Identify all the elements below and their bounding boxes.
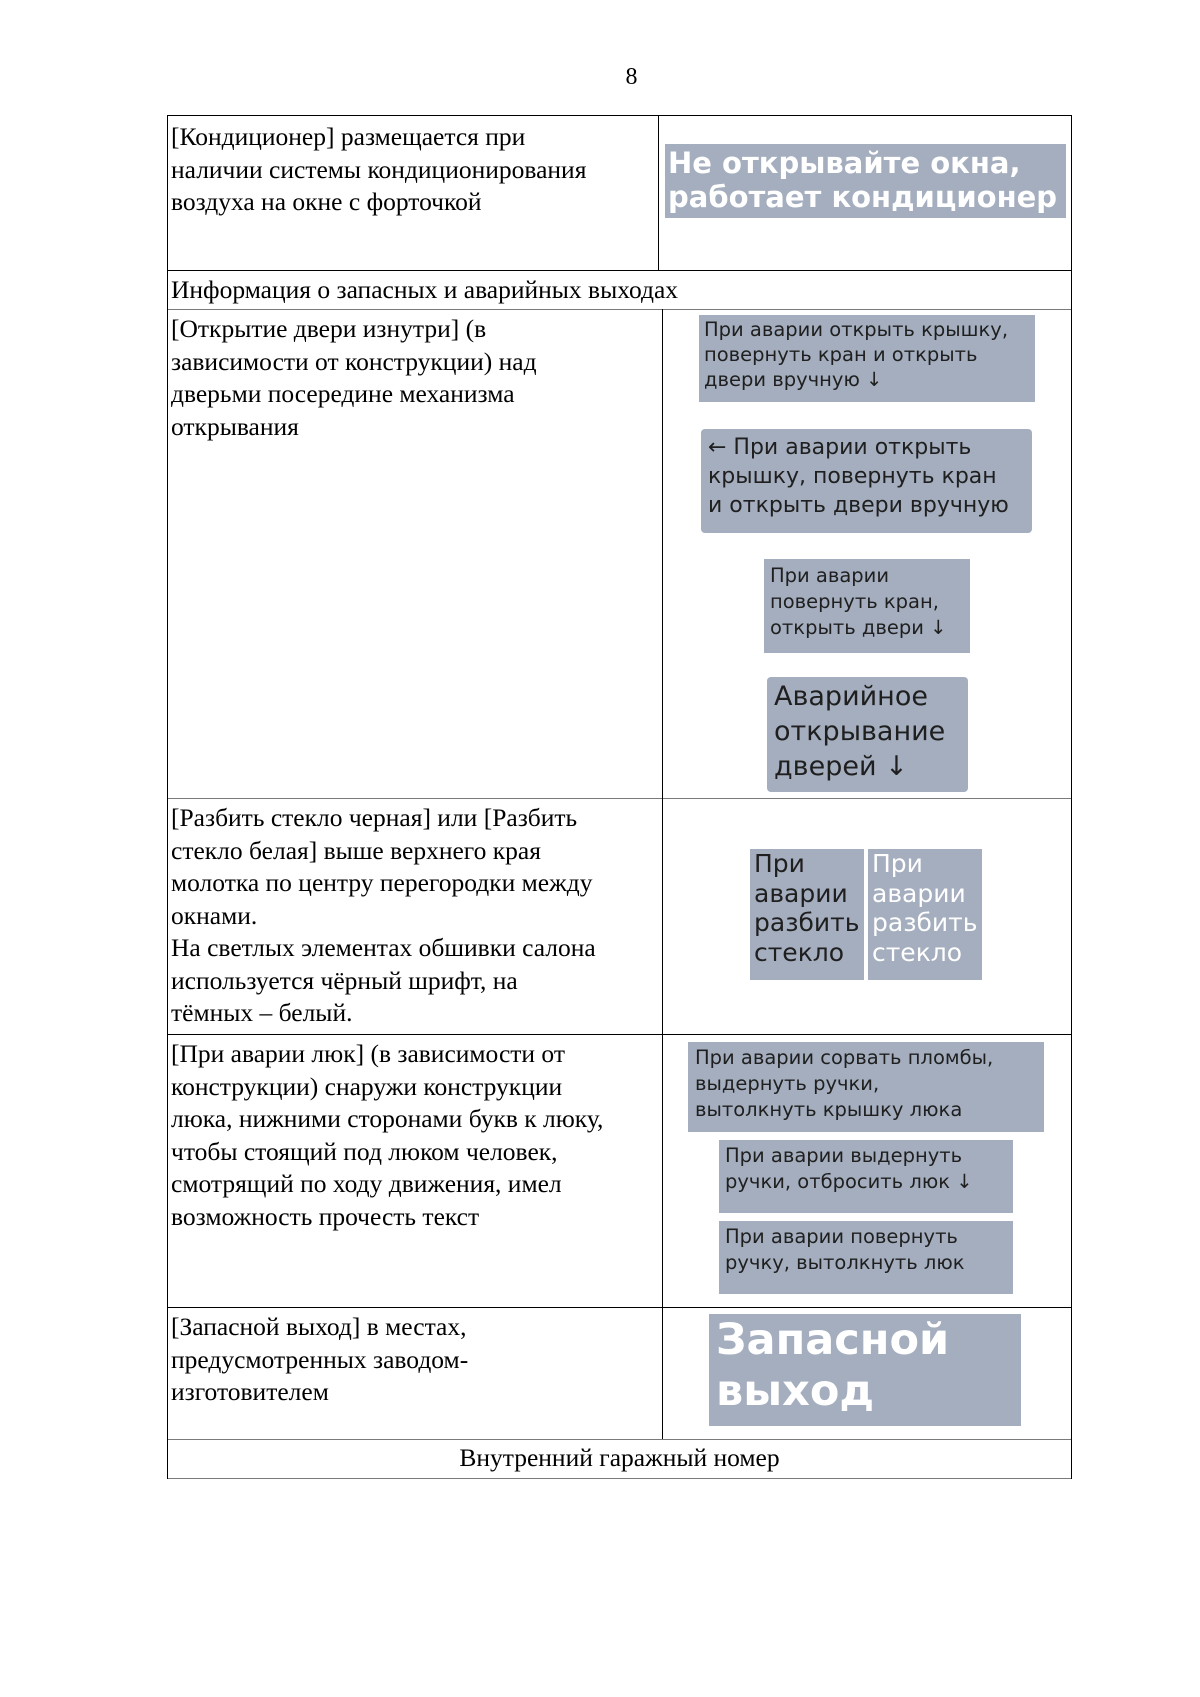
section-header: Информация о запасных и аварийных выходах <box>171 275 679 304</box>
door-sign-3: При аварии повернуть кран, открыть двери ↓ <box>764 559 970 653</box>
table-border-left <box>167 115 168 1479</box>
garage-number-row: Внутренний гаражный номер <box>459 1443 780 1472</box>
table-border-header <box>167 309 1072 310</box>
exit-sign: Запасной выход <box>709 1314 1021 1426</box>
row-ac-description: [Кондиционер] размещается при наличии системы кондиционирования воздуха на окне с форточкой <box>171 122 587 216</box>
table-border-row5 <box>167 1439 1072 1440</box>
door-sign-4: Аварийное открывание дверей ↓ <box>767 677 968 792</box>
hatch-sign-2: При аварии выдернуть ручки, отбросить люк ↓ <box>719 1140 1013 1213</box>
break-glass-sign-light: При аварии разбить стекло <box>868 849 982 980</box>
row-door-description: [Открытие двери изнутри] (в зависимости от конструкции) над дверьми посередине механизма открывания <box>171 314 537 441</box>
column-divider-body <box>662 309 663 1439</box>
row-glass-description: [Разбить стекло черная] или [Разбить стекло белая] выше верхнего края молотка по центру перегородки между окнами. На светлых элементах обшивки салона используется чёрный шрифт, на тёмных – белый. <box>171 803 596 1027</box>
table-border-row2 <box>167 798 1072 799</box>
row-hatch-description: [При аварии люк] (в зависимости от конструкции) снаружи конструкции люка, нижними сторонами букв к люку, чтобы стоящий под люком человек, смотрящий по ходу движения, имел возможность прочесть текст <box>171 1039 604 1231</box>
break-glass-sign-dark: При аварии разбить стекло <box>750 849 864 980</box>
door-sign-2: ← При аварии открыть крышку, повернуть кран и открыть двери вручную <box>701 429 1032 533</box>
table-border-right <box>1071 115 1072 1479</box>
door-sign-1: При аварии открыть крышку, повернуть кран и открыть двери вручную ↓ <box>699 315 1035 402</box>
hatch-sign-3: При аварии повернуть ручку, вытолкнуть люк <box>719 1221 1013 1294</box>
table-border-row3 <box>167 1034 1072 1035</box>
hatch-sign-1: При аварии сорвать пломбы, выдернуть ручки, вытолкнуть крышку люка <box>688 1042 1044 1132</box>
table-border-bottom <box>167 1478 1072 1479</box>
page-number: 8 <box>625 64 638 90</box>
ac-sign: Не открывайте окна, работает кондиционер <box>665 144 1066 218</box>
table-border-row4 <box>167 1307 1072 1308</box>
table-border-row1 <box>167 270 1072 271</box>
table-border-top <box>167 115 1072 116</box>
row-exit-description: [Запасной выход] в местах, предусмотренных заводом- изготовителем <box>171 1312 469 1406</box>
column-divider-row1 <box>658 115 659 270</box>
